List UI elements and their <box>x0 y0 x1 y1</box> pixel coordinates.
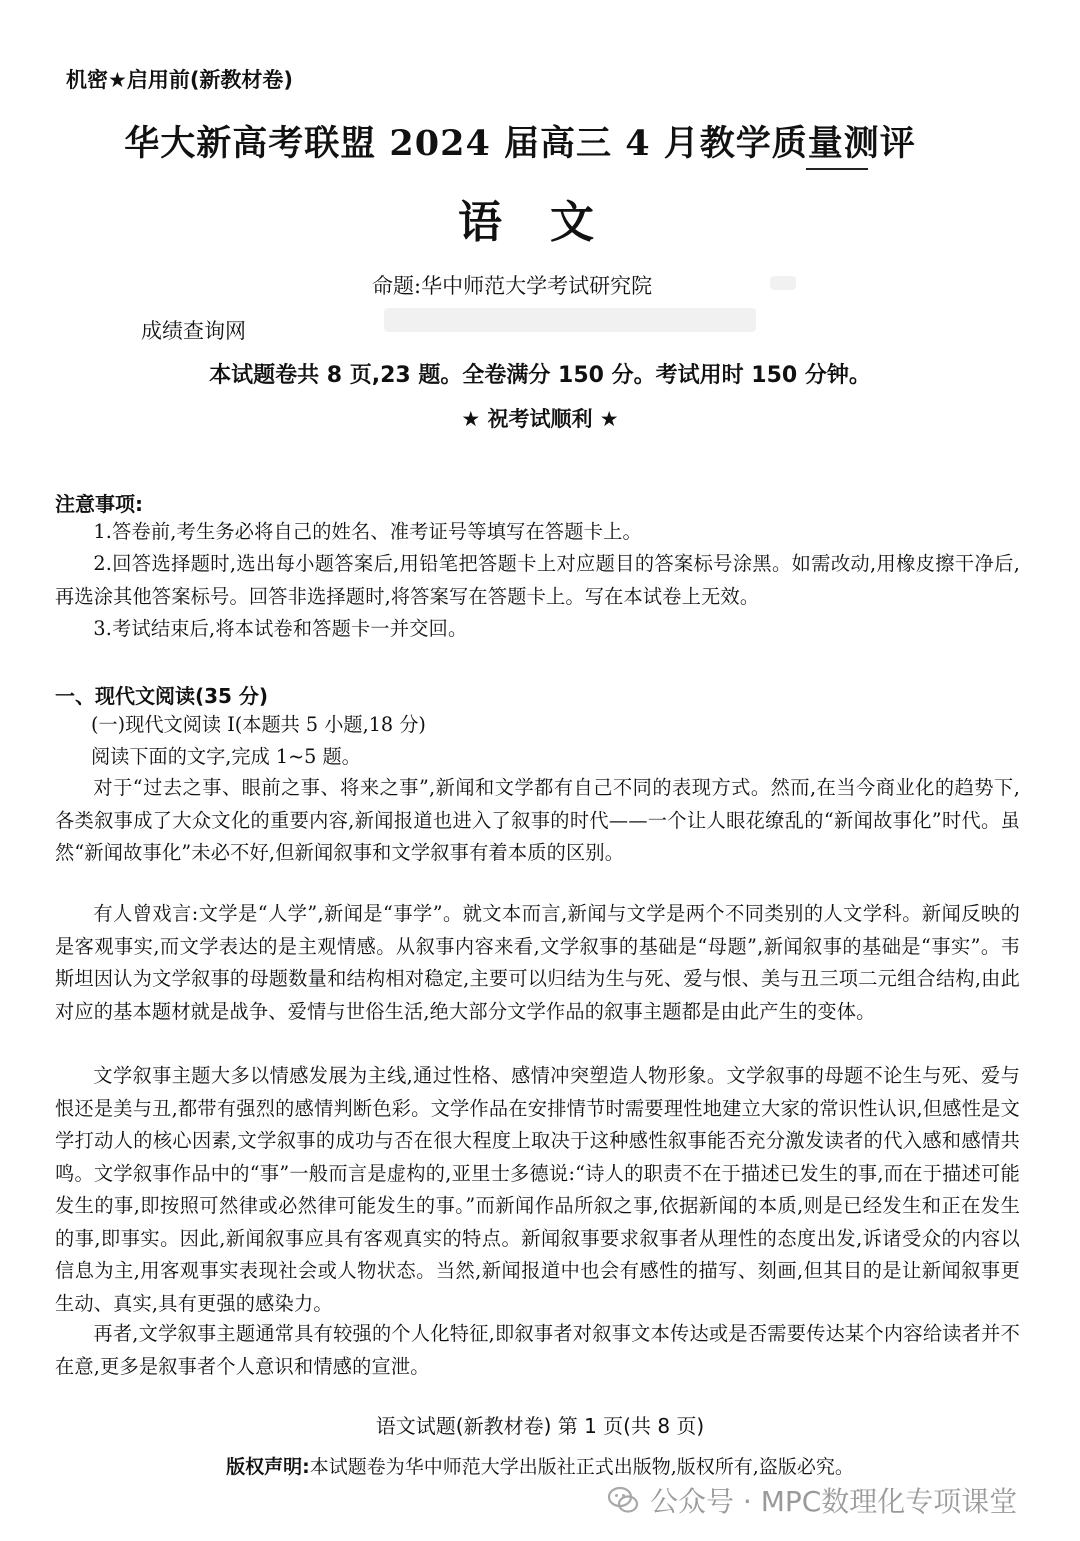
redaction-mark <box>770 276 796 290</box>
paragraph-1: 对于“过去之事、眼前之事、将来之事”,新闻和文学都有自己不同的表现方式。然而,在当今商业化的趋势下,各类叙事成了大众文化的重要内容,新闻报道也进入了叙事的时代——一个让人眼花缭乱的“新闻故事化”时代。虽然“新闻故事化”未必不好,但新闻叙事和文学叙事有着本质的区别。 <box>55 776 1020 864</box>
page-footer: 语文试题(新教材卷) 第 1 页(共 8 页) <box>375 1414 705 1438</box>
redacted-url <box>384 308 756 332</box>
notice-item-1: 1.答卷前,考生务必将自己的姓名、准考证号等填写在答题卡上。 <box>93 520 642 543</box>
blessing-line: ★ 祝考试顺利 ★ <box>461 407 619 431</box>
paragraph-3: 文学叙事主题大多以情感发展为主线,通过性格、感情冲突塑造人物形象。文学叙事的母题不论生与死、爱与恨还是美与丑,都带有强烈的感情判断色彩。文学作品在安排情节时需要理性地建立大家的常识性认识,但感性是文学打动人的核心因素,文学叙事的成功与否在很大程度上取决于这种感性叙事能否充分激发读者的代入感和感情共鸣。文学叙事作品中的“事”一般而言是虚构的,亚里士多德说:“诗人的职责不在于描述已发生的事,而在于描述可能发生的事,即按照可然律或必然律可能发生的事。”而新闻作品所叙之事,依据新闻的本质,则是已经发生和正在发生的事,即事实。因此,新闻叙事应具有客观真实的特点。新闻叙事要求叙事者从理性的态度出发,诉诸受众的内容以信息为主,用客观事实表现社会或人物状态。当然,新闻报道中也会有感性的描写、刻画,但其目的是让新闻叙事更生动、真实,具有更强的感染力。 <box>55 1064 1020 1315</box>
score-query-label: 成绩查询网 <box>141 319 246 343</box>
subject-title: 语文 <box>458 197 642 248</box>
wechat-icon <box>606 1483 640 1517</box>
watermark <box>606 1480 1017 1520</box>
copyright-text: 本试题卷为华中师范大学出版社正式出版物,版权所有,盗版必究。 <box>309 1456 854 1478</box>
paragraph-2: 有人曾戏言:文学是“人学”,新闻是“事学”。就文本而言,新闻与文学是两个不同类别的人文学科。新闻反映的是客观事实,而文学表达的是主观情感。从叙事内容来看,文学叙事的基础是“母题”,新闻叙事的基础是“事实”。韦斯坦因认为文学叙事的母题数量和结构相对稳定,主要可以归结为生与死、爱与恨、美与丑三项二元组合结构,由此对应的基本题材就是战争、爱情与世俗生活,绝大部分文学作品的叙事主题都是由此产生的变体。 <box>55 902 1020 1023</box>
notice-item-3: 3.考试结束后,将本试卷和答题卡一并交回。 <box>93 617 468 640</box>
exam-info: 本试题卷共 8 页,23 题。全卷满分 150 分。考试用时 150 分钟。 <box>209 363 871 388</box>
confidential-label: 机密★启用前(新教材卷) <box>66 68 294 92</box>
author-line: 命题:华中师范大学考试研究院 <box>372 274 653 298</box>
section-subheading: (一)现代文阅读 I(本题共 5 小题,18 分) <box>91 713 426 736</box>
section-heading: 一、现代文阅读(35 分) <box>55 684 269 708</box>
notice-heading: 注意事项: <box>55 492 143 516</box>
title-underline <box>806 168 868 170</box>
watermark-text: 公众号 · MPC数理化专项课堂 <box>650 1485 1018 1518</box>
copyright-label: 版权声明: <box>226 1456 310 1478</box>
paragraph-4: 再者,文学叙事主题通常具有较强的个人化特征,即叙事者对叙事文本传达或是否需要传达某个内容给读者并不在意,更多是叙事者个人意识和情感的宣泄。 <box>55 1322 1020 1378</box>
copyright-notice <box>0 1452 1080 1479</box>
section-instruction: 阅读下面的文字,完成 1~5 题。 <box>91 745 361 768</box>
exam-title: 华大新高考联盟 2024 届高三 4 月教学质量测评 <box>124 123 916 164</box>
notice-item-2: 2.回答选择题时,选出每小题答案后,用铅笔把答题卡上对应题目的答案标号涂黑。如需改动,用橡皮擦干净后,再选涂其他答案标号。回答非选择题时,将答案写在答题卡上。写在本试卷上无效。 <box>55 552 1020 608</box>
